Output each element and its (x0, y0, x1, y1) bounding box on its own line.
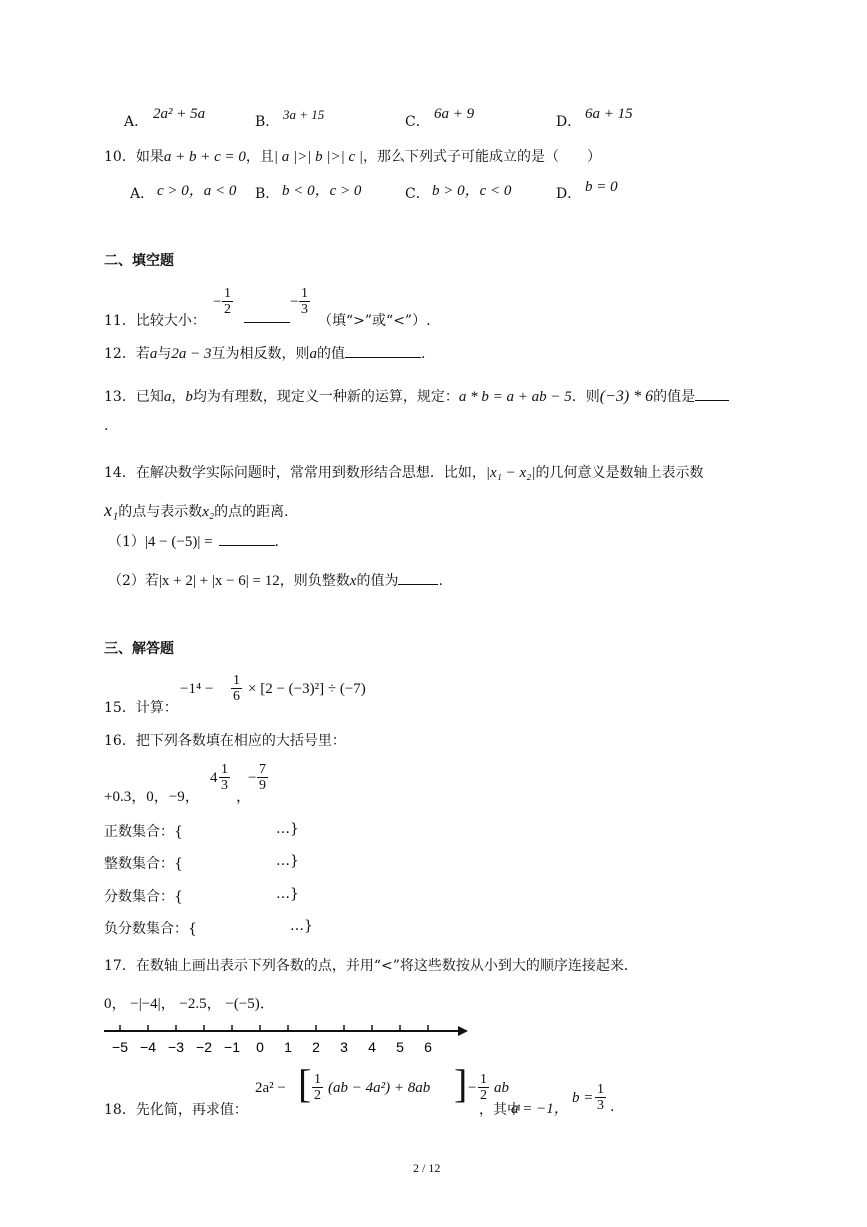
q16-set-integer-label: 整数集合：{ (104, 856, 183, 872)
q18-inner-rest: (ab − 4a²) + 8ab (328, 1080, 431, 1096)
tick-label: 2 (312, 1039, 320, 1055)
q12-mid1: 与 (157, 346, 172, 362)
q12-mid2: 互为相反数，则 (211, 346, 310, 362)
number-line-arrow (458, 1026, 468, 1036)
q13-rule: a * b = a + ab − 5 (458, 389, 572, 405)
q10-condition-2: | a |>| b |>| c | (273, 149, 364, 165)
section-3-title: 三、解答题 (104, 641, 174, 657)
q10-condition-1: a + b + c = 0 (163, 149, 246, 165)
q10-option-b-label: B． (255, 186, 280, 202)
q16-set-fraction (104, 886, 183, 906)
question-14-line-2 (104, 500, 298, 521)
q13-comma: ， (171, 389, 186, 405)
q16-number-list (104, 785, 200, 806)
q14-line2-text-2: 的点的距离． (214, 504, 299, 520)
q13-text-2: ．则 (571, 389, 600, 405)
q9-option-a: 2a² + 5a (153, 106, 206, 122)
q14-p2-answer-blank[interactable] (398, 572, 438, 585)
q18-expr-b: ab (494, 1080, 509, 1096)
q14-abs-expression: |x₁ − x₂| (485, 465, 536, 481)
q15-frac-den: 6 (233, 689, 240, 704)
tick-label: 4 (368, 1039, 376, 1055)
q12-answer-blank[interactable] (345, 345, 421, 358)
q10-suffix: ，那么下列式子可能成立的是（ ） (363, 149, 602, 165)
number-line-ticks (112, 1025, 432, 1055)
q11-frac1-sign: − (213, 294, 222, 310)
q14-p2-label: （2）若 (108, 573, 159, 589)
q14-p2-var: x (349, 573, 357, 589)
tick-label: −1 (224, 1039, 240, 1055)
q13-var-a: a (163, 389, 172, 405)
q14-p2-end: . (438, 573, 443, 589)
q18-inner-fraction (312, 1072, 323, 1103)
q16-set-integer (104, 853, 183, 873)
q16-n1: +0.3， (104, 789, 147, 805)
q11-frac2-num: 1 (301, 286, 308, 301)
q10-option-c: b > 0，c < 0 (432, 183, 512, 199)
q9-option-d-label: D． (556, 114, 582, 130)
number-line (98, 1020, 478, 1060)
q10-option-a-label: A． (130, 186, 155, 202)
q10-mid: ，且 (245, 149, 274, 165)
q11-answer-blank[interactable] (244, 310, 290, 323)
tick-label: −5 (112, 1039, 128, 1055)
q14-var-x2: x₂ (202, 504, 215, 520)
q12-expression: 2a − 3 (171, 346, 212, 362)
q14-p2-text-2: 的值为 (356, 573, 399, 589)
q10-prefix: 10．如果 (104, 149, 164, 165)
q16-set-integer-end: …} (276, 853, 299, 869)
q17-numbers: 0， −|−4|， −2.5， −(−5)． (104, 996, 275, 1012)
q16-neg-den: 9 (259, 778, 266, 793)
q10-option-a: c > 0，a < 0 (157, 183, 237, 199)
q15-frac-num: 1 (233, 673, 240, 688)
q11-suffix: （填“>”或“<”）. (318, 313, 431, 329)
q11-prefix: 11．比较大小： (104, 313, 206, 329)
q16-set-fraction-label: 分数集合：{ (104, 889, 183, 905)
q13-text-1: 均为有理数，现定义一种新的运算，规定： (192, 389, 459, 405)
q18-b-fraction (595, 1082, 606, 1113)
q10-option-c-label: C． (405, 186, 430, 202)
tick-label: −2 (196, 1039, 212, 1055)
q18-expr-a-text: 2a² − (255, 1080, 286, 1096)
q13-expression: (−3) * 6 (599, 388, 654, 405)
q11-fraction-1 (222, 286, 233, 317)
q9-option-d: 6a + 15 (585, 106, 633, 122)
q18-cond-b-pre: b = (572, 1090, 594, 1106)
q9-option-c-label: C． (405, 114, 430, 130)
q18-expr-a (255, 1080, 286, 1097)
q16-mixed-den: 3 (221, 778, 228, 793)
q16-neg-fraction (257, 762, 268, 793)
q18-prefix: 18．先化简，再求值： (104, 1102, 248, 1118)
q14-p2-text: ，则负整数 (279, 573, 350, 589)
q16-set-neg-fraction-end: …} (290, 918, 313, 934)
question-10 (104, 146, 601, 166)
q18-inner-den: 2 (314, 1088, 321, 1103)
q13-var-b: b (185, 389, 193, 405)
page-number: 2 / 12 (413, 1161, 441, 1175)
q16-neg-num: 7 (259, 762, 266, 777)
q14-line2-text-1: 的点与表示数 (118, 504, 203, 520)
q13-end: . (104, 418, 109, 434)
q13-answer-blank[interactable] (695, 388, 729, 401)
q11-frac2-den: 3 (301, 302, 308, 317)
q10-option-b: b < 0，c > 0 (282, 183, 362, 199)
q14-p1-expression: |4 − (−5)| = (144, 534, 213, 550)
q18-b-den: 3 (597, 1098, 604, 1113)
section-2-title: 二、填空题 (104, 253, 174, 269)
q18-inner-num: 1 (314, 1072, 321, 1087)
question-12: 12．若a与2a − 3互为相反数，则a的值 . (104, 346, 426, 362)
q12-suffix: 的值 (316, 346, 345, 362)
q11-frac2-sign: − (290, 294, 299, 310)
q13-text-3: 的值是 (653, 389, 696, 405)
q14-p1-end: . (274, 534, 279, 550)
q16-set-neg-fraction (104, 918, 197, 938)
q15-fraction (231, 673, 242, 704)
q15-prefix: 15．计算： (104, 700, 178, 716)
q12-prefix: 12．若 (104, 346, 150, 362)
q12-var: a (149, 346, 158, 362)
q11-frac1-num: 1 (224, 286, 231, 301)
q14-line1-prefix: 14．在解决数学实际问题时，常常用到数形结合思想．比如， (104, 465, 486, 481)
question-14-line-1 (104, 462, 703, 482)
q15-part-1: −1⁴ − (180, 681, 214, 697)
q16-n2: 0， (146, 789, 169, 805)
q18-text: ，其中 (479, 1102, 521, 1118)
tick-label: 1 (284, 1039, 292, 1055)
q14-p1-answer-blank[interactable] (219, 533, 275, 546)
tick-label: 5 (396, 1039, 404, 1055)
q18-minus: − (468, 1080, 477, 1096)
q14-var-x1: x₁ (104, 500, 119, 520)
q18-end: . (610, 1099, 615, 1115)
question-13 (104, 386, 729, 406)
q16-set-fraction-end: …} (276, 886, 299, 902)
q18-cond-a: a = −1， (511, 1101, 569, 1117)
q14-p2-expression: |x + 2| + |x − 6| = 12 (158, 573, 280, 589)
q14-part-1 (108, 531, 279, 551)
q9-option-b: 3a + 15 (283, 107, 325, 122)
q18-bracket-left: [ (298, 1061, 312, 1106)
q10-option-d-label: D． (556, 186, 582, 202)
q16-mixed-num: 1 (221, 762, 228, 777)
q16-sep: ， (236, 789, 252, 805)
tick-label: 6 (424, 1039, 432, 1055)
q18-frac2-num: 1 (480, 1072, 487, 1087)
q16-mixed-fraction (219, 762, 230, 793)
q16-n3: −9， (168, 789, 200, 805)
q9-option-a-label: A． (124, 114, 149, 130)
q9-option-c: 6a + 9 (434, 106, 475, 122)
q12-var-2: a (309, 346, 317, 362)
tick-label: −3 (168, 1039, 184, 1055)
q18-bracket-right: ] (454, 1061, 468, 1106)
q16-set-positive (104, 821, 183, 841)
q14-line1-suffix: 的几何意义是数轴上表示数 (535, 465, 704, 481)
q18-b-num: 1 (597, 1082, 604, 1097)
q16-neg-sign: − (248, 770, 257, 786)
q14-p1-label: （1） (108, 534, 145, 550)
q15-part-2: × [2 − (−3)²] ÷ (−7) (248, 681, 366, 697)
q16-mixed-whole: 4 (210, 770, 218, 786)
q17-stem: 17．在数轴上画出表示下列各数的点，并用“<”将这些数按从小到大的顺序连接起来． (104, 958, 638, 974)
q10-option-d: b = 0 (585, 179, 618, 195)
q11-frac1-den: 2 (224, 302, 231, 317)
q16-set-positive-label: 正数集合：{ (104, 824, 183, 840)
q16-stem: 16．把下列各数填在相应的大括号里： (104, 733, 346, 749)
q14-part-2 (108, 570, 443, 590)
tick-label: 3 (340, 1039, 348, 1055)
tick-label: −4 (140, 1039, 156, 1055)
q9-option-b-label: B． (255, 114, 280, 130)
q11-fraction-2 (299, 286, 310, 317)
q16-set-neg-fraction-label: 负分数集合：{ (104, 921, 197, 937)
q16-set-positive-end: …} (276, 821, 299, 837)
q18-frac2-den: 2 (480, 1088, 487, 1103)
q13-prefix: 13．已知 (104, 389, 164, 405)
tick-label: 0 (256, 1039, 264, 1055)
